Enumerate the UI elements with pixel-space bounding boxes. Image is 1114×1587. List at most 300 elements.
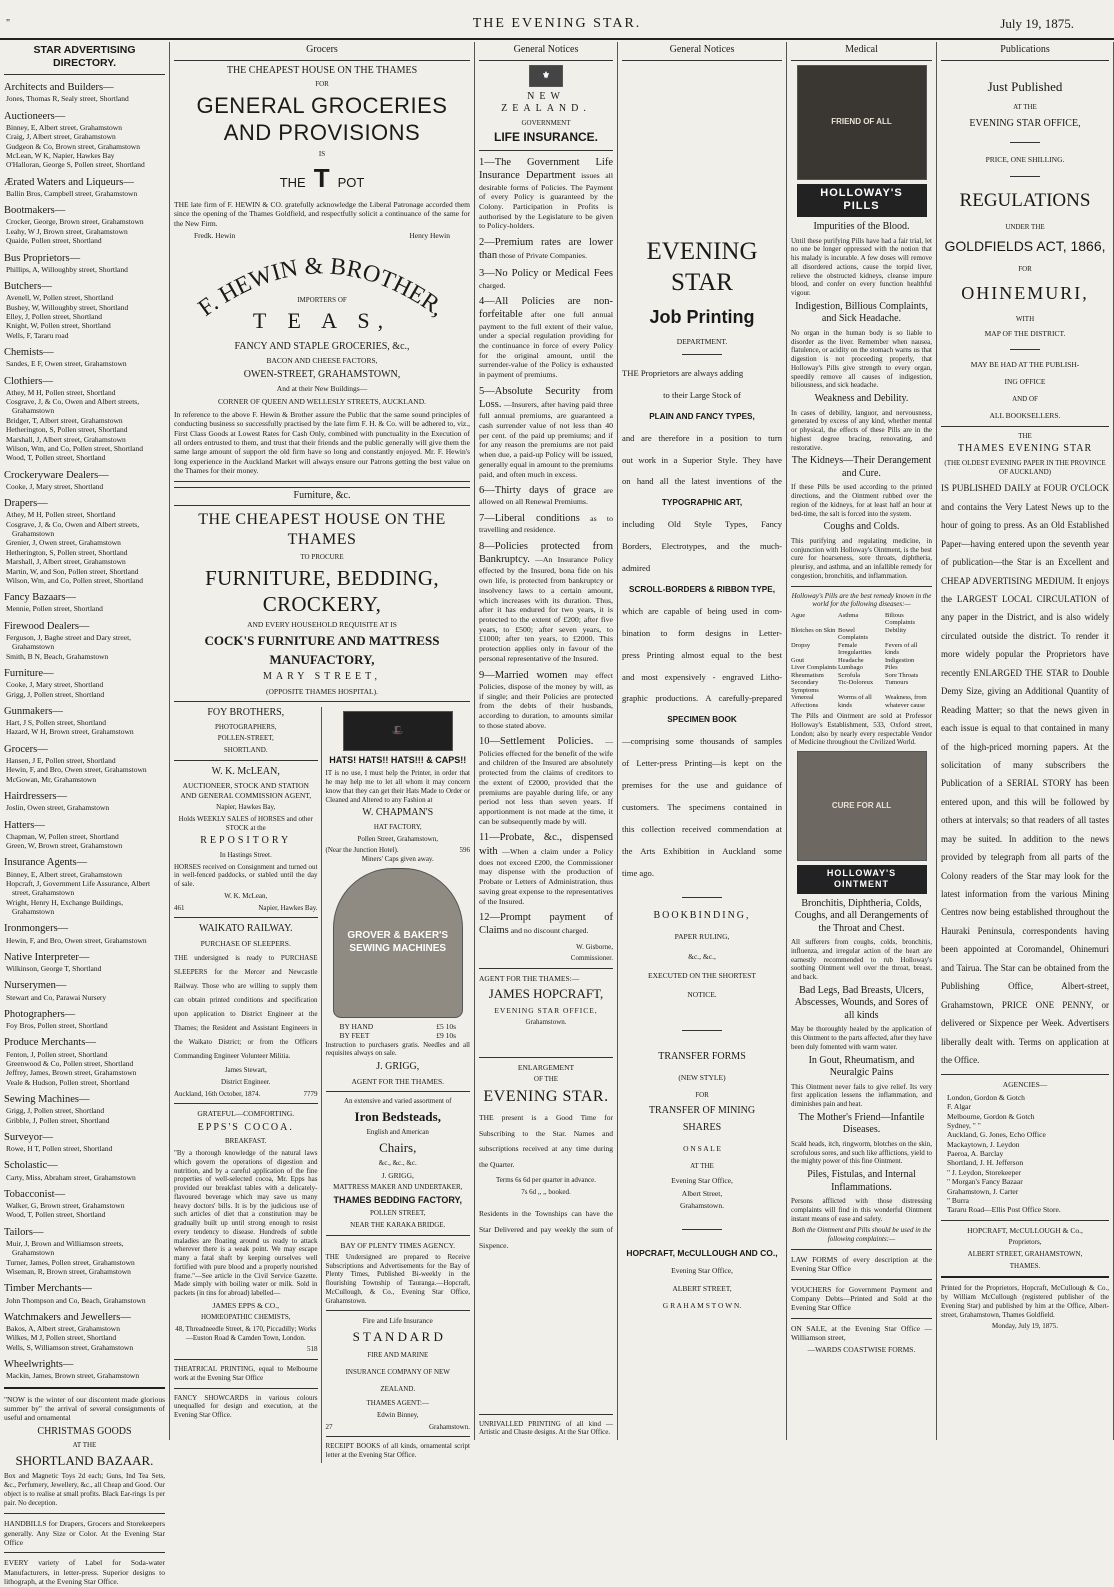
directory-category <box>4 951 165 974</box>
directory-category <box>4 469 165 492</box>
impurities-body: Until these purifying Pills have had a fair trial, let no one be longer oppressed with the notion that his malady is incurable. A few doses will remove all disordered actions, cause the torpid liver, relieve the obstructed kidneys, cleanse impure blood, and confer on every function healthful vigour. <box>791 236 932 297</box>
zealand-label: ZEALAND. <box>380 1385 416 1393</box>
purchase-sleepers: PURCHASE OF SLEEPERS. <box>200 938 291 948</box>
disease-item: Asthma <box>838 612 859 619</box>
homeo-chemists: HOMŒOPATHIC CHEMISTS, <box>200 1313 291 1322</box>
disease-item: Blotches on Skin <box>791 626 836 634</box>
job-printing-line: of Letter-press Printing—is kept on the <box>622 758 782 769</box>
directory-category <box>4 1159 165 1182</box>
residents-body: Residents in the Townships can have the Star Delivered and pay weekly the sum of Sixpence. <box>479 1209 613 1250</box>
directory-entry: Elley, J, Pollen street, Shortland <box>6 311 102 321</box>
bazaar-goods: CHRISTMAS GOODS <box>37 1425 132 1437</box>
job-printing-line: Borders, Electrotypes, and the much- <box>622 541 782 552</box>
directory-category <box>4 620 165 661</box>
just-published: Just Published <box>987 78 1063 94</box>
coughs-body: This purifying and regulating medicine, in conjunction with Holloway's Ointment, is the best cure for hoarseness, sore throats, diphtheria, pleurisy, and asthma, and an infallible remedy for congestion, bronchitis, and inflammation. <box>791 536 932 580</box>
job-printing-line: customers. The specimens contained in <box>622 802 782 812</box>
divider <box>941 1276 1109 1278</box>
the-label: THE <box>279 174 306 190</box>
job-printing-line: press Printing almost equal to the best <box>622 649 782 660</box>
category-name: Native Interpreter— <box>4 951 90 963</box>
disease-item: Worms of all kinds <box>838 694 872 709</box>
iron-bedsteads: Iron Bedsteads, <box>354 1108 441 1124</box>
insurance-item <box>479 831 613 906</box>
insurance-item <box>479 735 613 826</box>
divider <box>174 701 470 702</box>
job-printing-line: the Arts Exhibition in Auckland some <box>622 845 782 856</box>
job-printing-line: time ago. <box>622 867 654 878</box>
grahamstown-2: G R A H A M S T O W N. <box>662 1300 742 1310</box>
directory-entry: Gudgeon & Co, Brown street, Grahamstown <box>6 141 140 151</box>
theatrical-ad: THEATRICAL PRINTING, equal to Melbourne work at the Evening Star Office <box>174 1365 318 1382</box>
directory-category <box>4 1226 165 1277</box>
all-booksellers: ALL BOOKSELLERS. <box>989 411 1061 421</box>
directory-category <box>4 922 165 945</box>
divider <box>791 1318 932 1319</box>
disease-item: Piles <box>885 664 898 672</box>
district-engineer: District Engineer. <box>221 1077 271 1086</box>
issue-date: July 19, 1875. <box>1000 16 1074 31</box>
directory-entry: Leahy, W J, Brown street, Grahamstown <box>6 226 128 236</box>
booked-label: 7s 6d ,, ,, booked. <box>521 1187 571 1196</box>
column-grocers <box>170 42 475 1459</box>
grahamstown: Grahamstown. <box>680 1201 724 1211</box>
job-printing: Job Printing <box>649 307 755 327</box>
agency-line: " J. Leydon, Storekeeper <box>947 1167 1022 1177</box>
etc-label: &c., &c., <box>688 951 716 961</box>
may-be-had: MAY BE HAD AT THE PUBLISH- <box>970 359 1080 369</box>
to-procure: TO PROCURE <box>300 553 344 561</box>
bay-plenty-heading: BAY OF PLENTY TIMES AGENCY. <box>340 1240 456 1250</box>
category-name: Clothiers— <box>4 375 53 387</box>
on-sale-ad: ON SALE, at the Evening Star Office —Williamson street, <box>791 1323 932 1343</box>
directory-entry: Bridger, T, Albert street, Grahamstown <box>6 415 123 425</box>
disease-item: Female Irregularities <box>838 641 872 657</box>
directory-entry: Hart, J S, Pollen street, Shortland <box>6 718 106 727</box>
breakfast-label: BREAKFAST. <box>224 1137 267 1146</box>
job-printing-line: premises for the use and guidance of <box>622 780 782 791</box>
divider <box>174 1388 318 1389</box>
insurance-item-body: after one full annual payment to the full extent of their value, under a special regulation providing for the continuance in force of every Policy for the original amount, until the surrender-value of the Policy is exhausted in payment of premiums. <box>479 310 613 380</box>
star-office-2: Evening Star Office, <box>671 1266 733 1276</box>
the-label: THE <box>1018 431 1032 440</box>
foy-photographers: PHOTOGRAPHERS, <box>214 722 277 731</box>
mattress-maker: MATTRESS MAKER AND UNDERTAKER, <box>333 1183 463 1191</box>
directory-category <box>4 497 165 585</box>
directory-entry: Veale & Hudson, Pollen street, Shortland <box>6 1077 130 1087</box>
insurance-item-body: as to travelling and residence. <box>479 514 613 535</box>
category-name: Produce Merchants— <box>4 1037 96 1049</box>
directory-entry: Rowe, H T, Pollen street, Shortland <box>6 1144 113 1153</box>
column-general-notices-1 <box>475 42 618 1440</box>
opposite-hospital: (OPPOSITE THAMES HOSPITAL). <box>266 686 378 696</box>
mclean-name: W. K. McLEAN, <box>211 765 280 777</box>
divider <box>479 1414 613 1415</box>
mclean-footer <box>174 904 318 913</box>
kidneys-head: The Kidneys—Their Derangement and Cure. <box>791 455 932 479</box>
grahamstown-label: Grahamstown. <box>525 1018 567 1027</box>
price-label: PRICE, ONE SHILLING. <box>985 155 1065 164</box>
newspaper-title: THE EVENING STAR. <box>472 16 642 31</box>
auckland-date: Auckland, 16th October, 1874. <box>174 1089 261 1098</box>
divider <box>1010 142 1040 143</box>
insurance-item-body: —An Insurance Policy effected by the Insured, bona fide on his own life, is protected from bankruptcy or insolvency laws to a certain amount, which increases with its duration. Thus, after it has endured for two years, it is protected to the extent of £200; after five years, to £500; after seven years, to £1000; after ten years, to £2000. This protection applies only in favour of the personal representative of the Insured. <box>479 555 613 663</box>
directory-entry: Jones, Thomas R, Sealy street, Shortland <box>6 94 129 104</box>
job-printing-line: on hand all the latest inventions of the <box>622 476 782 487</box>
section-head-furniture: Furniture, &c. <box>174 487 470 507</box>
gout-body: This Ointment never fails to give relief. Its very first application lessens the inflammation, and diminishes pain and heat. <box>791 1082 932 1109</box>
divider <box>174 917 318 918</box>
directory-category <box>4 346 165 369</box>
chapman-name: W. CHAPMAN'S <box>362 807 434 819</box>
disease-item: Headache <box>838 656 864 664</box>
corner-label: CORNER OF QUEEN AND WELLESLY STREETS, AUCKLAND. <box>217 396 426 406</box>
masthead-mark: " <box>6 18 11 29</box>
category-name: Grocers— <box>4 743 48 755</box>
divider <box>174 1359 318 1360</box>
agency-line: Mackaytown, J. Leydon <box>947 1139 1020 1149</box>
big-t: T <box>313 162 330 193</box>
fire-life-heading: Fire and Life Insurance <box>362 1316 433 1326</box>
hewin-notice: THE late firm of F. HEWIN & CO. gratefully acknowledge the Liberal Patronage accorded them since the opening of the Thames Goldfield, and respectfully solicit a continuance of the same for the New Firm. <box>174 200 470 228</box>
under-the: UNDER THE <box>1005 223 1045 232</box>
divider <box>791 1249 932 1250</box>
chairs-label: Chairs, <box>379 1139 417 1155</box>
disease-item: Scrofula <box>838 671 861 679</box>
mclean-place: Napier, Hawkes Bay. <box>258 903 318 912</box>
directory-entry: Cooke, J, Mary street, Shortland <box>6 481 104 491</box>
section-head: Publications <box>941 42 1109 61</box>
category-name: Scholastic— <box>4 1160 58 1172</box>
etc-label: &c., &c., &c. <box>378 1158 417 1167</box>
furniture-cheapest: THE CHEAPEST HOUSE ON THE THAMES <box>198 511 446 548</box>
piles-head: Piles, Fistulas, and Internal Inflammations. <box>807 1169 916 1193</box>
disease-item: Gout <box>791 656 804 664</box>
at-the-label: AT THE <box>1013 102 1037 111</box>
sig-fredk: Fredk. Hewin <box>194 231 236 241</box>
impurities-head: Impurities of the Blood. <box>813 221 910 232</box>
directory-entry: Cooke, J, Mary street, Shortland <box>6 680 104 690</box>
at-the: AT THE <box>690 1161 714 1170</box>
job-printing-line: SCROLL-BORDERS & RIBBON TYPE, <box>628 584 776 594</box>
section-head: General Notices <box>479 42 613 61</box>
divider <box>1010 176 1040 177</box>
bacon-cheese: BACON AND CHEESE FACTORS, <box>266 356 378 366</box>
evening-star-title: EVENING STAR. <box>483 1087 609 1105</box>
divider <box>4 1387 165 1389</box>
binney-footer <box>326 1423 471 1432</box>
divider <box>174 760 318 761</box>
insurance-item-body: and no discount charged. <box>510 926 589 936</box>
disease-item: Secondary Symptoms <box>791 679 819 694</box>
by-hand-label: BY HAND <box>339 1021 374 1031</box>
holloway-pills-emblem <box>797 65 927 180</box>
job-printing-line: graphic productions. A carefully-prepared <box>622 693 782 704</box>
insurance-item <box>479 911 613 937</box>
directory-entry: Bushey, W, Willoughby street, Shortland <box>6 302 129 312</box>
insurance-item-body: may effect Policies, dispose of the money by will, as if single; and their Policies are protected from the debts of their husbands, according to duration, to amounts similar to those stated above. <box>479 670 613 730</box>
bazaar-at: AT THE <box>72 1441 97 1450</box>
masthead <box>0 0 1114 40</box>
mary-street: MARY STREET, <box>262 671 381 683</box>
repository-label: REPOSITORY <box>200 835 292 847</box>
directory-entry: Muir, J, Brown and Williamson streets, Grahamstown <box>6 1238 124 1258</box>
agency-line: Grahamstown, J. Carter <box>947 1186 1019 1196</box>
grateful-comforting: GRATEFUL—COMFORTING. <box>197 1109 295 1119</box>
category-name: Drapers— <box>4 498 48 510</box>
english-american: English and American <box>366 1127 429 1136</box>
directory-entry: Turner, James, Pollen street, Grahamstown <box>6 1257 135 1267</box>
sig-henry: Henry Hewin <box>409 231 450 241</box>
directory-list <box>4 81 165 1380</box>
divider <box>479 150 613 151</box>
agent-thames: AGENT FOR THE THAMES. <box>351 1076 444 1086</box>
junction-hotel: (Near the Junction Hotel). <box>325 846 399 855</box>
insurance-company: INSURANCE COMPANY OF NEW <box>345 1368 450 1376</box>
category-name: Crockeryware Dealers— <box>4 469 109 481</box>
directory-category <box>4 667 165 699</box>
directory-category <box>4 176 165 199</box>
category-name: Firewood Dealers— <box>4 620 90 632</box>
category-name: Ironmongers— <box>4 923 69 935</box>
directory-category <box>4 81 165 104</box>
directory-entry: John Thompson and Co, Beach, Grahamstown <box>6 1295 146 1305</box>
disease-item: Debility <box>885 626 907 634</box>
disease-grid <box>791 612 932 709</box>
job-printing-line: bination to form designs in Letter- <box>622 627 782 638</box>
agency-line: " Burra <box>947 1195 970 1205</box>
directory-category <box>4 1282 165 1305</box>
job-printing-line: and most expensively - engraved Litho- <box>622 671 782 682</box>
hewin-brother-arc-text: F. HEWIN & BROTHER, <box>193 252 450 322</box>
albert-street: Albert Street, <box>681 1188 723 1198</box>
insurance-item-body: are allowed on all Renewal Premiums. <box>479 486 614 507</box>
bazaar-ad <box>4 1395 165 1508</box>
insurance-items <box>479 156 613 937</box>
agency-list <box>941 1093 1109 1215</box>
num-518: 518 <box>307 1345 318 1354</box>
gisborne-name: W. Gisborne, <box>576 942 613 951</box>
job-printing-line: out work in a Superior Style. They have <box>622 454 782 465</box>
insurance-item-heading: 7—Liberal conditions <box>479 513 580 525</box>
agency-line: Auckland, G. Jones, Echo Office <box>947 1130 1046 1140</box>
ohinemuri-label: OHINEMURI, <box>961 283 1089 304</box>
ing-office: ING OFFICE <box>1004 377 1046 387</box>
directory-entry: Wells, F, Tararu road <box>6 330 69 340</box>
unrivalled-ad: UNRIVALLED PRINTING of all kind —Artistic and Chaste designs. At the Star Office. <box>479 1419 613 1437</box>
divider <box>4 1552 165 1553</box>
directory-entry: Grigg, J, Pollen street, Shortland <box>6 689 105 699</box>
directory-category <box>4 375 165 463</box>
mclean-holds: Holds WEEKLY SALES of HORSES and other STOCK at the <box>178 814 313 832</box>
agent-for-thames: AGENT FOR THE THAMES:— <box>479 974 580 984</box>
category-name: Ærated Waters and Liqueurs— <box>4 176 134 188</box>
directory-entry: Gribble, J, Pollen street, Shortland <box>6 1115 110 1125</box>
divider <box>326 1091 471 1092</box>
insurance-item-heading: 2—Premium rates are lower than <box>479 237 613 262</box>
star-description: IS PUBLISHED DAILY at FOUR O'CLOCK and contains the Very Latest News up to the hour of going to press. As an Old Established Paper—having entered upon the seventh year of publication—the Star is an Excellent and CHEAP ADVERTISING MEDIUM. It enjoys the LARGEST LOCAL CIRCULATION of any paper in the District, and is also widely circulated outside the district. To render it more widely popular the Proprietors have recently ENLARGED THE STAR to Double Demy Size, giving an Additional Quantity of Reading Matter; so that the news given in each issue is equal to that contained in many of the high-priced morning papers. At the solicitation of many subscribers the Publication of a SERIAL STORY has been entered upon, and this will be followed by others at intervals; so that readers of all tastes may be suited. In addition to the news provided by telegraph from all parts of the Colony readers of the Star may look for the latest information from the various Mining Centres now being established throughout the Hauraki Peninsula, correspondents having been appointed at Coromandel, Ohinemuri and Tairua. The Star can be obtained from the Publishing Office, Albert-street, Grahamstown, PRICE ONE PENNY, or delivered or Sixpence per Week. Advertisers liberally dealt with. Terms on application at the Office. <box>941 483 1109 1065</box>
job-printing-body <box>622 363 782 885</box>
directory-category <box>4 591 165 614</box>
directory-entry: Greenwood & Co, Pollen street, Shortland <box>6 1058 134 1068</box>
threadneedle: 48, Threadneedle Street, & 170, Piccadilly; Works—Euston Road & Camden Town, London. <box>175 1324 317 1342</box>
mclean-sig: W. K. McLean, <box>224 891 268 900</box>
hewin-reference: In reference to the above F. Hewin & Brother assure the Public that the same sound principles of conducting business so successfully practised by the late firm F. H. & Co. will be adhered to, viz., First Class Goods at Lowest Rates for Cash Only, combined with punctuality in the Execution of all orders entrusted to them, and trust that their friends and the public generally will give them the same large amount of support the old firm have so long and constantly enjoyed. Mr. F. Hewin's long experience in the Auckland Market will always ensure our Patrons getting the best value on the Thames for their money. <box>174 409 470 476</box>
divider <box>479 1057 613 1058</box>
divider <box>326 1235 471 1236</box>
category-name: Surveyor— <box>4 1131 53 1143</box>
is-label: IS <box>318 149 326 158</box>
coughs-head: Coughs and Colds. <box>823 521 900 533</box>
divider <box>174 481 470 482</box>
divider <box>941 1074 1109 1075</box>
chapman-pollen: Pollen Street, Grahamstown, <box>357 834 438 843</box>
job-printing-line: admired <box>622 563 651 574</box>
fire-marine: FIRE AND MARINE <box>367 1351 429 1359</box>
cocks-manufactory: MANUFACTORY, <box>269 651 375 667</box>
horses-body: HORSES received on Consignment and turned out in well-fenced paddocks, or stabled until the day of sale. <box>174 862 318 888</box>
category-name: Bootmakers— <box>4 205 66 217</box>
directory-category <box>4 1311 165 1352</box>
sold-at: The Pills and Ointment are sold at Professor Holloway's Establishment, 533, Oxford street, London; also by nearly every respectable Vendor of Medicine throughout the Civilized World. <box>791 712 932 747</box>
holloway-ointment-emblem <box>797 751 927 861</box>
divider <box>941 426 1109 427</box>
column-medical <box>787 42 937 1440</box>
insurance-item <box>479 156 613 231</box>
directory-category <box>4 1008 165 1031</box>
directory-category <box>4 790 165 813</box>
labels-ad: EVERY variety of Label for Soda-water Manufacturers, in letter-press. Superior designs to lithograph, at the Evening Star Office. <box>4 1558 165 1587</box>
on-sale: O N S A L E <box>683 1144 721 1154</box>
hats-heading: HATS! HATS!! HATS!!! & CAPS!! <box>329 755 467 765</box>
price-by-hand <box>326 1022 471 1031</box>
map-district: MAP OF THE DISTRICT. <box>984 329 1066 339</box>
both-label: Both the Ointment and Pills should be used in the following complaints:— <box>791 1226 931 1244</box>
agency-line: Melbourne, Gordon & Gotch <box>947 1111 1035 1121</box>
new-buildings: And at their New Buildings— <box>276 384 368 394</box>
directory-entry: Chapman, W, Pollen street, Shortland <box>6 831 119 841</box>
hats-body: IT is no use, I must help the Printer, in order that he may help me to let all whom it may concern know that they can get their Hats Made to Order or Cleaned and Altered to any Fashion at <box>325 769 470 804</box>
directory-entry: Cosgrave, J, & Co, Owen and Albert streets, Grahamstown <box>6 397 140 416</box>
category-name: Wheelwrights— <box>4 1359 74 1371</box>
bronchitis-head: Bronchitis, Diphtheria, Colds, Coughs, and all Derangements of the Throat and Chest. <box>794 897 929 934</box>
disease-item: Dropsy <box>791 641 811 649</box>
foy-shortland: SHORTLAND. <box>223 746 268 754</box>
epps-cocoa: EPPS'S COCOA. <box>197 1121 294 1133</box>
enlargement-body: THE present is a Good Time for Subscribing to the Star. Names and subscriptions received at any time during the Quarter. <box>479 1112 613 1170</box>
goldfields-act: GOLDFIELDS ACT, 1866, <box>944 237 1106 254</box>
num-27: 27 <box>325 1422 333 1431</box>
directory-entry: Hewin, F, and Bro, Owen street, Grahamstown <box>6 765 147 775</box>
job-printing-line: this collection received commendation at <box>622 823 782 834</box>
chapman-footer <box>326 846 471 855</box>
directory-entry: Grenier, J, Owen street, Grahamstown <box>6 538 121 548</box>
indigestion-head: Indigestion, Billious Complaints, and Sick Headache. <box>795 300 928 325</box>
category-name: Architects and Builders— <box>4 82 114 94</box>
column-publications <box>937 42 1114 1440</box>
category-name: Tobacconist— <box>4 1188 66 1200</box>
the-t-pot <box>174 162 470 195</box>
by-feet-label: BY FEET <box>339 1031 370 1041</box>
directory-entry: Wright, Henry H, Exchange Buildings, Grahamstown <box>6 897 123 916</box>
divider <box>326 1310 471 1311</box>
insurance-item <box>479 540 613 664</box>
directory-entry: O'Halloran, George S, Pollen street, Shortland <box>6 160 145 170</box>
num-596: 596 <box>459 846 470 855</box>
mclean-auctioneer: AUCTIONEER, STOCK AND STATION AND GENERAL COMMISSION AGENT, <box>180 781 312 800</box>
divider <box>791 586 932 587</box>
category-name: Butchers— <box>4 281 52 292</box>
directory-category <box>4 979 165 1002</box>
divider <box>479 968 613 969</box>
transfer-mining: TRANSFER OF MINING <box>648 1105 756 1117</box>
directory-category <box>4 1036 165 1087</box>
insurance-item-body: —Policies effected for the benefit of the wife and children of the Insured are absolutely protected from the claims of creditors to the extent of £2000, provided that the premiums are payable during life, or any period not less than seven years. If apportionment is not made at the time, it can be subsequently made by will. <box>479 737 613 826</box>
divider <box>941 1220 1109 1221</box>
albert-street-2: ALBERT STREET, <box>672 1283 732 1293</box>
grigg-name: J. GRIGG, <box>376 1061 420 1072</box>
directory-entry: Ferguson, J, Baghe street and Dary street, Grahamstown <box>6 632 132 652</box>
category-name: Gunmakers— <box>4 705 63 717</box>
mothers-head: The Mother's Friend—Infantile Diseases. <box>798 1111 925 1136</box>
directory-entry: Cosgrave, J, & Co, Owen and Albert streets, Grahamstown <box>6 519 140 538</box>
job-printing-line: TYPOGRAPHIC ART, <box>661 498 743 508</box>
directory-entry: Athey, M H, Pollen street, Shortland <box>6 510 116 520</box>
bay-plenty-body: THE Undersigned are prepared to Receive Subscriptions and Advertisements for the Bay of Plenty Times, Published Bi-weekly in the flourishing Township of Tauranga.—Hopcraft, McCullough, & Co., Evening Star Office, Grahamstown. <box>325 1252 470 1305</box>
column-directory <box>0 42 170 1587</box>
directory-entry: Wood, T, Pollen street, Shortland <box>6 453 106 463</box>
eso-label: EVENING STAR OFFICE, <box>969 117 1081 129</box>
directory-category <box>4 252 165 275</box>
directory-entry: Avenell, W, Pollen street, Shortland <box>6 293 114 303</box>
indigestion-body: No organ in the human body is so liable to disorder as the liver. Remember when nausea, flatulence, or acidity on the stomach warns us that digestion is not proceeding properly, that Holloway's Pills give strength to every organ, speedily remove all causes of indigestion, biliousness, and sick headache. <box>791 328 932 390</box>
cheapest-heading: THE CHEAPEST HOUSE ON THE THAMES <box>226 64 418 76</box>
life-insurance: LIFE INSURANCE. <box>493 130 598 145</box>
cocks-name: COCK'S FURNITURE AND MATTRESS <box>204 632 440 648</box>
directory-entry: Hetherington, S, Pollen street, Shortland <box>6 547 128 557</box>
disease-item: Tic-Doloreux <box>838 679 874 687</box>
insurance-item-heading: 9—Married women <box>479 669 568 681</box>
transfer-forms: TRANSFER FORMS <box>658 1050 746 1062</box>
thames-agent: THAMES AGENT:— <box>366 1399 429 1407</box>
hat-factory: HAT FACTORY, <box>373 822 422 831</box>
disease-item: Tumours <box>885 679 909 687</box>
divider <box>174 1103 318 1104</box>
epps-body: "By a thorough knowledge of the natural laws which govern the operations of digestion and nutrition, and by a careful application of the fine properties of well-selected cocoa, Mr. Epps has provided our breakfast tables with a delicately-flavoured beverage which may save us many heavy doctors' bills. It is by the judicious use of such articles of diet that a constitution may be gradually built up until strong enough to resist every tendency to disease. Hundreds of subtle maladies are floating around us ready to attack wherever there is a weak point. We may escape many a fatal shaft by keeping ourselves well fortified with pure blood and a properly nourished frame."—See article in the Civil Service Gazette. Made simply with boiling water or milk. Sold in packets (in tins for abroad) labelled— <box>174 1149 318 1297</box>
regulations-label: REGULATIONS <box>959 190 1091 212</box>
insurance-item-heading: 10—Settlement Policies. <box>479 736 594 748</box>
directory-entry: Mackin, James, Brown street, Grahamstown <box>6 1371 140 1381</box>
directory-category <box>4 1131 165 1154</box>
category-name: Photographers— <box>4 1008 76 1020</box>
left-subcolumn <box>174 707 322 1463</box>
agency-line: Paeroa, A. Barclay <box>947 1149 1004 1158</box>
category-name: Hatters— <box>4 819 45 831</box>
divider <box>682 1030 722 1031</box>
directory-entry: Sandes, E F, Owen street, Grahamstown <box>6 359 127 369</box>
directory-entry: Hetherington, S, Pollen street, Shortland <box>6 425 128 435</box>
agency-line: Tararu Road—Ellis Post Office Store. <box>947 1205 1061 1215</box>
disease-item: Venereal Affections <box>791 694 819 709</box>
weakness-body: In cases of debility, languor, and nervousness, generated by excess of any kind, whether mental or physical, the effects of these Pills are in the highest degree bracing, renovating, and restorative. <box>791 408 932 452</box>
category-name: Hairdressers— <box>4 791 67 802</box>
for-label: FOR <box>1018 265 1032 274</box>
job-printing-line: which are capable of being used in com- <box>622 605 782 616</box>
bazaar-body: Box and Magnetic Toys 2d each; Guns, Ind Tea Sets, &c., Perfumery, Jewellery, &c., all Cheap and Good. Our object is to realise at small profits. Black Ear-rings 1s per pair. No deception. <box>4 1472 165 1507</box>
directory-entry: Wells, S, Williamson street, Grahamstown <box>6 1342 134 1352</box>
pollen-street-2: POLLEN STREET, <box>370 1209 426 1217</box>
printed-for: Printed for the Proprietors, Hopcraft, McCullough & Co., by William McCullough (registered publisher of the Evening Star) and published by him at the Office, Albert-street, Grahamstown, Thames Goldfield. <box>941 1284 1109 1319</box>
